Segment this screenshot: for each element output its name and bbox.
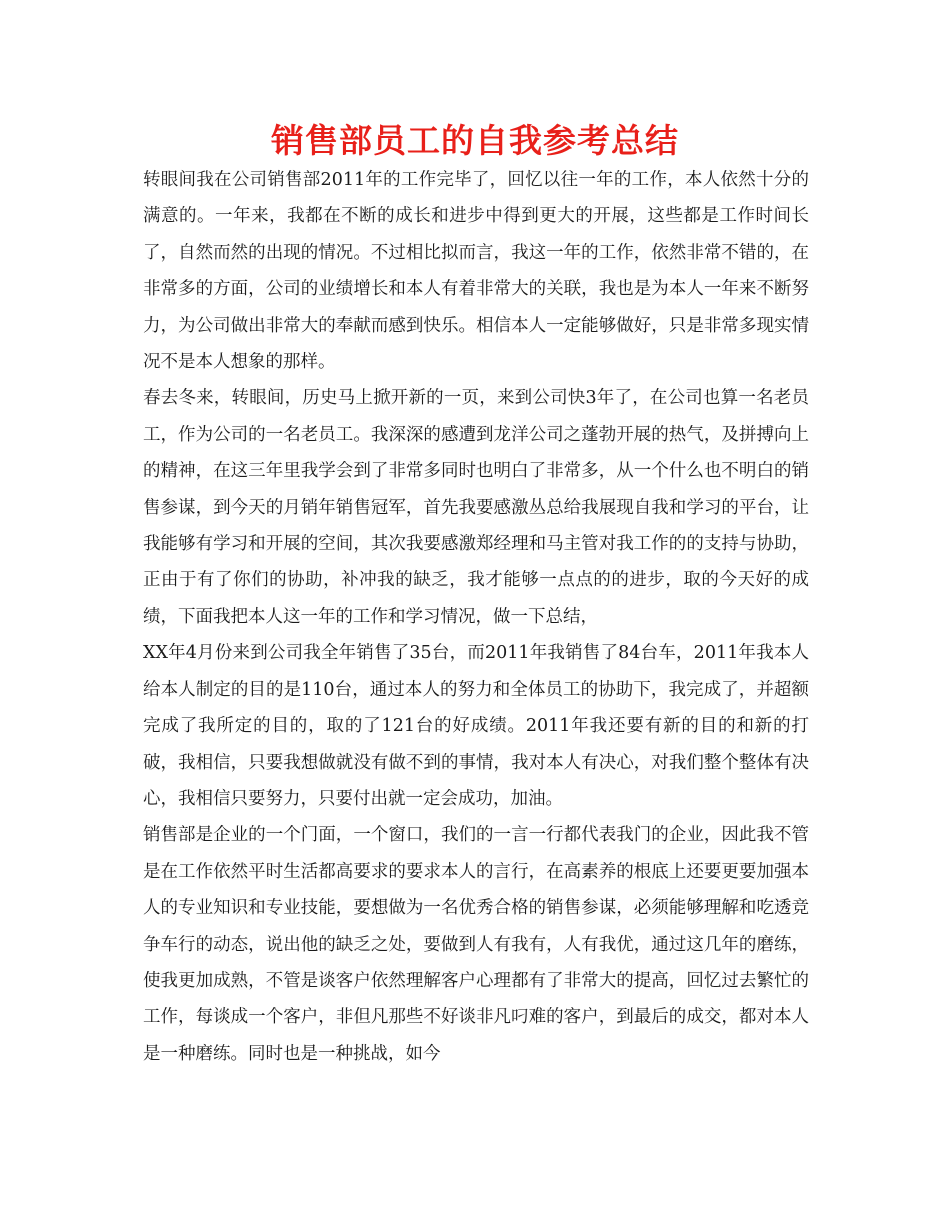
paragraph-1: 转眼间我在公司销售部2011年的工作完毕了，回忆以往一年的工作，本人依然十分的满意的。一年来，我都在不断的成长和进步中得到更大的开展，这些都是工作时间长了，自然而然的出现的情况。不过相比拟而言，我这一年的工作，依然非常不错的，在非常多的方面，公司的业绩增长和本人有着非常大的关联，我也是为本人一年来不断努力，为公司做出非常大的奉献而感到快乐。相信本人一定能够做好，只是非常多现实情况不是本人想象的那样。	[143, 170, 809, 373]
paragraph-2: 春去冬来，转眼间，历史马上掀开新的一页，来到公司快3年了，在公司也算一名老员工，作为公司的一名老员工。我深深的感遭到龙洋公司之蓬勃开展的热气，及拼搏向上的精神，在这三年里我学会到了非常多同时也明白了非常多，从一个什么也不明白的销售参谋，到今天的月销年销售冠军，首先我要感激丛总给我展现自我和学习的平台，让我能够有学习和开展的空间，其次我要感激郑经理和马主管对我工作的的支持与协助，正由于有了你们的协助，补冲我的缺乏，我才能够一点点的的进步，取的今天好的成绩，下面我把本人这一年的工作和学习情况，做一下总结，	[143, 388, 809, 627]
paragraph-3: XX年4月份来到公司我全年销售了35台，而2011年我销售了84台车，2011年我本人给本人制定的目的是110台，通过本人的努力和全体员工的协助下，我完成了，并超额完成了我所定的目的，取的了121台的好成绩。2011年我还要有新的目的和新的打破，我相信，只要我想做就没有做不到的事情，我对本人有决心，对我们整个整体有决心，我相信只要努力，只要付出就一定会成功，加油。	[143, 643, 809, 809]
document-title: 销售部员工的自我参考总结	[271, 121, 679, 160]
document-body	[143, 162, 809, 1072]
paragraph-4: 销售部是企业的一个门面，一个窗口，我们的一言一行都代表我门的企业，因此我不管是在工作依然平时生活都高要求的要求本人的言行，在高素养的根底上还要更要加强本人的专业知识和专业技能，要想做为一名优秀合格的销售参谋，必须能够理解和吃透竞争车行的动态，说出他的缺乏之处，要做到人有我有，人有我优，通过这几年的磨练，使我更加成熟，不管是谈客户依然理解客户心理都有了非常大的提高，回忆过去繁忙的工作，每谈成一个客户，非但凡那些不好谈非凡叼难的客户，到最后的成交，都对本人是一种磨练。同时也是一种挑战，如今	[143, 825, 809, 1064]
